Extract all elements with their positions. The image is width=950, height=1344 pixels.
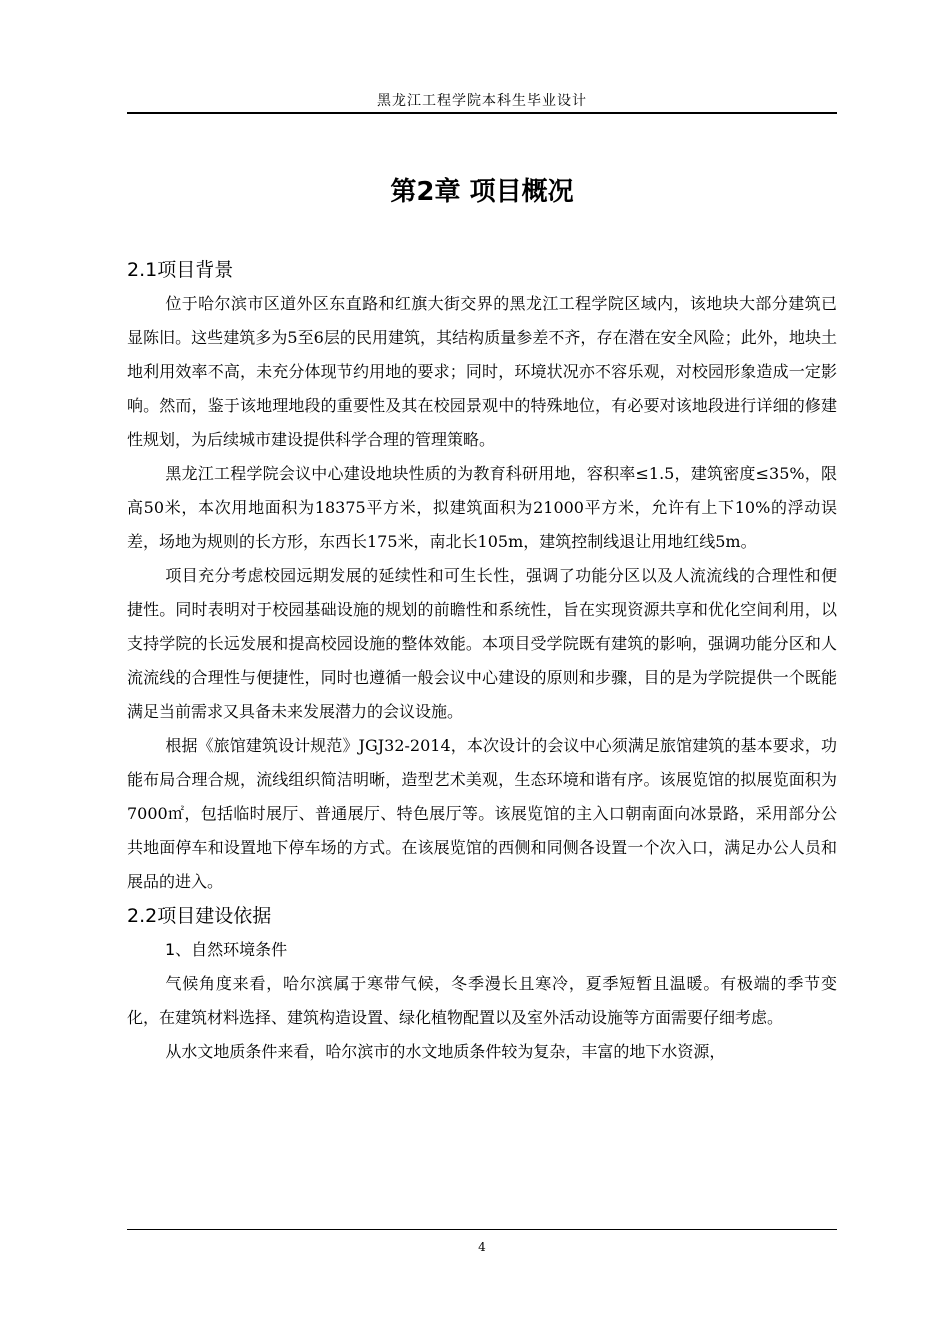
section-heading-2-2: 2.2项目建设依据 (127, 905, 272, 927)
subsection-heading: 1、自然环境条件 (165, 940, 288, 959)
section-heading-2-1: 2.1项目背景 (127, 259, 234, 281)
paragraph: 项目充分考虑校园远期发展的延续性和可生长性，强调了功能分区以及人流流线的合理性和便捷性。同时表明对于校园基础设施的规划的前瞻性和系统性，旨在实现资源共享和优化空间利用，以支持学院的长远发展和提高校园设施的整体效能。本项目受学院既有建筑的影响，强调功能分区和人流流线的合理性与便捷性，同时也遵循一般会议中心建设的原则和步骤，目的是为学院提供一个既能满足当前需求又具备未来发展潜力的会议设施。 (127, 566, 837, 721)
footer-divider (127, 1229, 837, 1230)
paragraph: 气候角度来看，哈尔滨属于寒带气候，冬季漫长且寒冷，夏季短暂且温暖。有极端的季节变化，在建筑材料选择、建筑构造设置、绿化植物配置以及室外活动设施等方面需要仔细考虑。 (127, 974, 837, 1027)
paragraph: 从水文地质条件来看，哈尔滨市的水文地质条件较为复杂，丰富的地下水资源， (165, 1042, 726, 1061)
document-body (127, 253, 837, 1069)
paragraph: 黑龙江工程学院会议中心建设地块性质的为教育科研用地，容积率≤1.5，建筑密度≤35%，限高50米，本次用地面积为18375平方米，拟建筑面积为21000平方米，允许有上下10%的浮动误差，场地为规则的长方形，东西长175米，南北长105m，建筑控制线退让用地红线5m。 (127, 464, 837, 551)
header-divider (127, 112, 837, 114)
paragraph: 位于哈尔滨市区道外区东直路和红旗大街交界的黑龙江工程学院区域内，该地块大部分建筑已显陈旧。这些建筑多为5至6层的民用建筑，其结构质量参差不齐，存在潜在安全风险；此外，地块土地利用效率不高，未充分体现节约用地的要求；同时，环境状况亦不容乐观，对校园形象造成一定影响。然而，鉴于该地理地段的重要性及其在校园景观中的特殊地位，有必要对该地段进行详细的修建性规划，为后续城市建设提供科学合理的管理策略。 (127, 294, 837, 449)
page-number: 4 (478, 1240, 486, 1254)
paragraph: 根据《旅馆建筑设计规范》JGJ32-2014，本次设计的会议中心须满足旅馆建筑的基本要求，功能布局合理合规，流线组织简洁明晰，造型艺术美观，生态环境和谐有序。该展览馆的拟展览面积为7000㎡，包括临时展厅、普通展厅、特色展厅等。该展览馆的主入口朝南面向冰景路，采用部分公共地面停车和设置地下停车场的方式。在该展览馆的西侧和同侧各设置一个次入口，满足办公人员和展品的进入。 (127, 736, 837, 891)
chapter-title: 第2章 项目概况 (390, 177, 574, 207)
running-header: 黑龙江工程学院本科生毕业设计 (377, 93, 587, 109)
